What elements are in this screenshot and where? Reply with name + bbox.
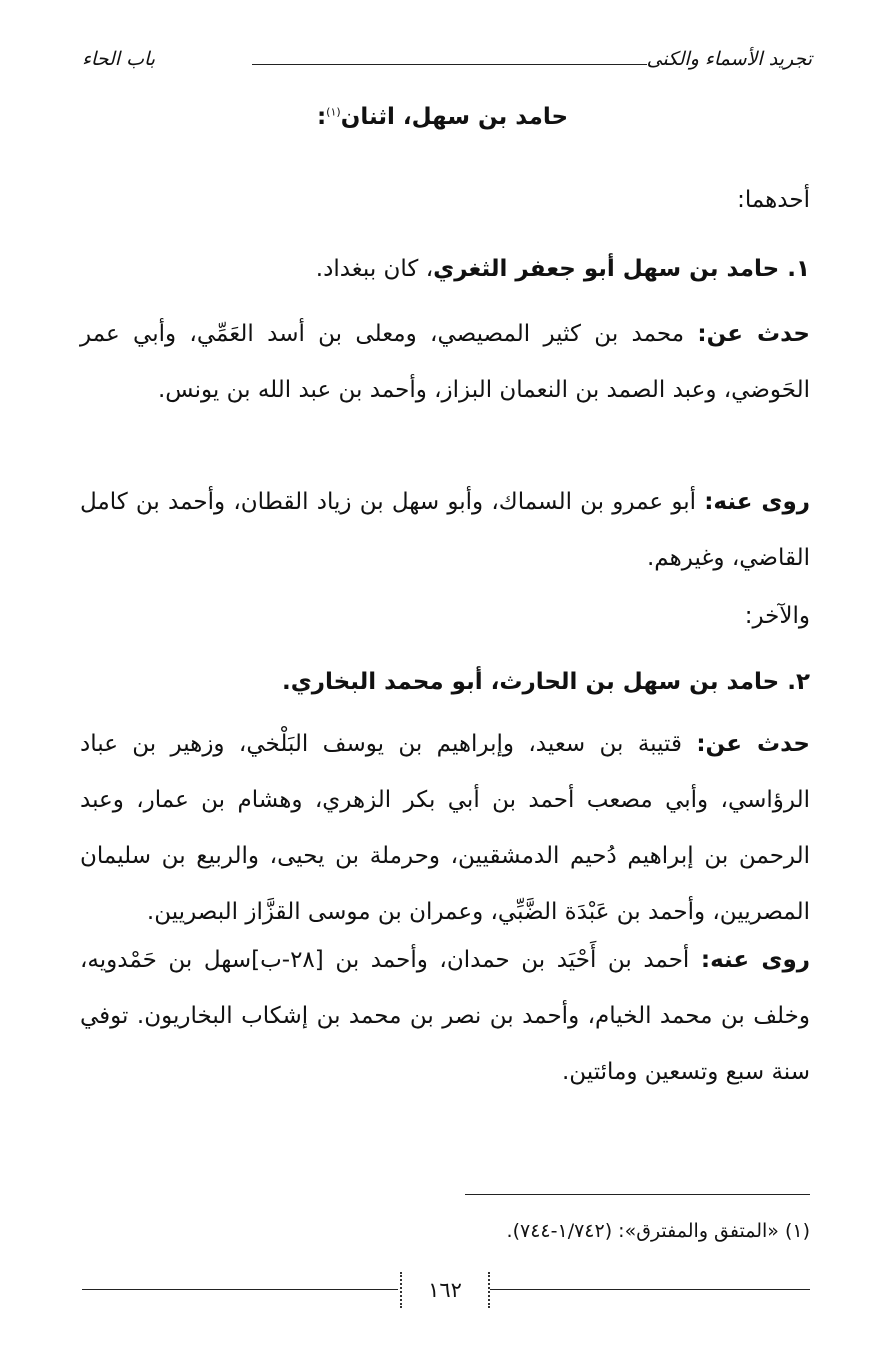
entry-two-narrated-from <box>80 716 810 940</box>
entry-one-rest: ، كان ببغداد. <box>315 256 434 282</box>
narrated-by-label: روى عنه: <box>700 947 810 973</box>
narrated-by-text: أحمد بن أَحْيَد بن حمدان، وأحمد بن [٢٨-ب]سهل بن حَمْدويه، وخلف بن محمد الخيام، وأحمد بن نصر بن محمد بن إشكاب البخاريون. توفي سنة سبع وتسعين ومائتين. <box>80 947 810 1085</box>
narrated-from-label: حدث عن: <box>696 731 810 757</box>
book-title: تجريد الأسماء والكنى <box>646 48 812 70</box>
narrated-by-label: روى عنه: <box>704 489 810 515</box>
entry-title-text: حامد بن سهل، اثنان <box>340 104 569 130</box>
chapter-title: باب الحاء <box>82 48 156 70</box>
narrated-by-text: أبو عمرو بن السماك، وأبو سهل بن زياد القطان، وأحمد بن كامل القاضي، وغيرهم. <box>80 489 810 571</box>
running-header <box>82 48 812 80</box>
entry-title-colon: : <box>316 104 327 130</box>
narrated-from-text: قتيبة بن سعيد، وإبراهيم بن يوسف البَلْخي، وزهير بن عباد الرؤاسي، وأبي مصعب أحمد بن أبي بكر الزهري، وهشام بن عمار، وعبد الرحمن بن إبراهيم دُحيم الدمشقيين، وحرملة بن يحيى، والربيع بن سليمان المصريين، وأحمد بن عَبْدَة الضَّبِّي، وعمران بن موسى القزَّاز البصريين. <box>80 731 810 925</box>
page-number: ١٦٢ <box>400 1272 490 1308</box>
header-rule <box>252 64 647 65</box>
page-rule-left <box>82 1289 398 1290</box>
footnote-marker: (١) <box>326 105 341 119</box>
page-rule-right <box>490 1289 810 1290</box>
entry-one-heading <box>316 249 810 289</box>
footnote-rule <box>465 1194 810 1195</box>
entry-two-heading: ٢. حامد بن سهل بن الحارث، أبو محمد البخاري. <box>281 669 810 695</box>
entry-one-narrated-by <box>80 474 810 586</box>
entry-two-narrated-by <box>80 932 810 1100</box>
narrated-from-text: محمد بن كثير المصيصي، ومعلى بن أسد العَمِّي، وأبي عمر الحَوضي، وعبد الصمد بن النعمان البزاز، وأحمد بن عبد الله بن يونس. <box>80 321 810 403</box>
entry-one-narrated-from <box>80 306 810 418</box>
entry-title <box>0 104 885 130</box>
narrated-from-label: حدث عن: <box>697 321 811 347</box>
first-label: أحدهما: <box>737 187 810 213</box>
footnote: (١) «المتفق والمفترق»: (١/٧٤٢-٧٤٤). <box>506 1220 810 1242</box>
entry-one-name: ١. حامد بن سهل أبو جعفر الثغري <box>433 256 810 282</box>
second-label: والآخر: <box>744 603 810 629</box>
